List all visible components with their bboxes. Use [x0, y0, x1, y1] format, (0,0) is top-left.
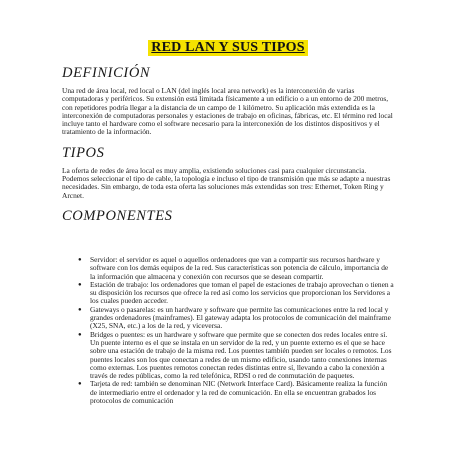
bullet-icon: ● [78, 381, 82, 388]
components-list [62, 256, 394, 405]
heading-definicion: DEFINICIÓN [62, 65, 151, 81]
list-item-text: Bridges o puentes: es un hardware y software que permite que se conecten dos redes locales entre sí. Un puente interno es el que se instala en un servidor de la red, y un puente externo es el que se hace sobre una estación de trabajo de la misma red. Los puentes también pueden ser locales o remotos. Los puentes locales son los que conectan a redes de un mismo edificio, usando tanto conexiones internas como externas. Los puentes remotos conectan redes distintas entre sí, llevando a cabo la conexión a través de redes públicas, como la red telefónica, RDSI o red de conmutación de paquetes. [90, 329, 392, 381]
bullet-icon: ● [78, 256, 82, 263]
title-wrap [62, 38, 394, 56]
list-item [78, 254, 394, 281]
list-item [78, 379, 394, 406]
bullet-icon: ● [78, 281, 82, 288]
list-item [78, 279, 394, 306]
list-item-text: Gateways o pasarelas: es un hardware y software que permite las comunicaciones entre la red local y grandes ordenadores (mainframes). El gateway adapta los protocolos de comunicación del mainframe (X25, SNA, etc.) a los de la red, y viceversa. [90, 304, 391, 331]
bullet-icon: ● [78, 331, 82, 338]
heading-tipos: TIPOS [62, 144, 105, 161]
paragraph-tipos: La oferta de redes de área local es muy amplia, existiendo soluciones casi para cualquier circunstancia. Podemos seleccionar el tipo de cable, la topología e incluso el tipo de transmisión que más se adapte a nuestras necesidades. Sin embargo, de toda esta oferta las soluciones más extendidas son tres: Ethernet, Token Ring y Arcnet. [62, 165, 391, 200]
list-item-text: Estación de trabajo: los ordenadores que toman el papel de estaciones de trabajo aprovechan o tienen a su disposición los recursos que ofrece la red así como los servicios que proporcionan los Servidores a los cuales pueden acceder. [90, 279, 394, 306]
list-item-text: Tarjeta de red: también se denominan NIC (Network Interface Card). Básicamente realiza la función de intermediario entre el ordenador y la red de comunicación. En ella se encuentran grabados los protocolos de comunicación [90, 379, 388, 406]
list-item-text: Servidor: el servidor es aquel o aquellos ordenadores que van a compartir sus recursos hardware y software con los demás equipos de la red. Sus características son potencia de cálculo, importancia de la información que almacena y conexión con recursos que se desean compartir. [90, 254, 389, 281]
document-title: RED LAN Y SUS TIPOS [148, 40, 307, 56]
list-item [78, 329, 394, 381]
list-item [78, 304, 394, 331]
paragraph-definicion: Una red de área local, red local o LAN (del inglés local area network) es la interconexión de varias computadoras y periféricos. Su extensión está limitada físicamente a un edificio o a un entorno de 200 metros, con repetidores podría llegar a la distancia de un campo de 1 kilómetro. Su aplicación más extendida es la interconexión de computadoras personales y estaciones de trabajo en oficinas, fábricas, etc. El término red local incluye tanto el hardware como el software necesario para la interconexión de los distintos dispositivos y el tratamiento de la información. [62, 86, 393, 137]
spacer [62, 230, 394, 256]
bullet-icon: ● [78, 306, 82, 313]
heading-componentes: COMPONENTES [62, 207, 173, 224]
